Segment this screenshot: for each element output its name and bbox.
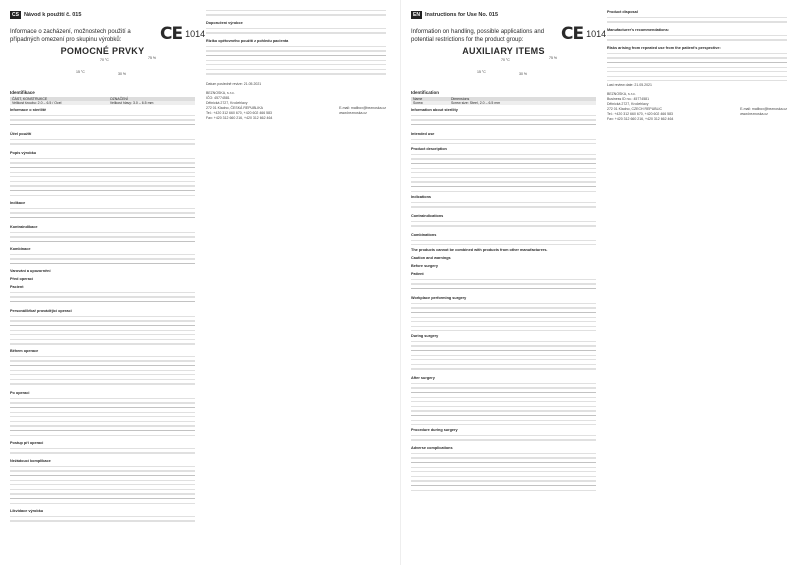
cz-combo-text: [10, 254, 195, 266]
table-cell: Dimensions: [449, 97, 596, 101]
en-disposal-text: [607, 17, 787, 25]
cz-staff-text: [10, 316, 195, 346]
ce-mark-icon: CE: [561, 24, 584, 44]
en-description-heading: Product description: [411, 147, 447, 151]
en-use-text: [411, 139, 596, 144]
en-header-title: Instructions for Use No. 015: [424, 11, 498, 18]
cz-storage-conditions: [10, 56, 195, 86]
cz-address-line: IČO: 45774581: [206, 96, 230, 100]
en-staff-text: [411, 303, 596, 331]
cz-indications-text: [10, 208, 195, 222]
en-identification-heading: Identification: [411, 90, 439, 95]
en-patient-text: [411, 279, 596, 293]
cz-product-group-title: POMOCNÉ PRVKY: [60, 46, 145, 56]
cz-hum-low: 30 %: [118, 72, 126, 76]
cz-adverse-heading: Nežádoucí komplikace: [10, 459, 51, 463]
en-staff-heading: Workplace performing surgery: [411, 296, 467, 300]
cz-description-text: [10, 158, 195, 198]
cz-identification-heading: Identifikace: [10, 90, 35, 95]
cz-pre-text: [10, 292, 195, 306]
cz-recommendation-heading: Doporučení výrobce: [206, 21, 243, 25]
en-column-1: [411, 10, 607, 560]
cz-use-text: [10, 139, 195, 148]
en-ce-marking: [561, 24, 606, 44]
en-disposal-heading: Product disposal: [607, 10, 638, 14]
en-phone: Tel.: +420 312 660 670, +420 602 466 583: [607, 112, 673, 116]
en-adverse-text: [411, 453, 596, 493]
en-address-line: Dělnická 2727, Kročehlavy: [607, 102, 649, 106]
en-risks-text: [607, 53, 787, 81]
cz-ce-marking: [160, 24, 205, 44]
cz-after-text: [10, 398, 195, 438]
cz-risk-heading: Riziko opětovného použití z pohledu pacienta: [206, 39, 289, 43]
en-combo-note: The products cannot be combined with products from other manufacturers.: [411, 248, 548, 252]
cz-manufacturer: [206, 91, 386, 121]
cz-use-heading: Účel použití: [10, 132, 32, 136]
en-during-text: [411, 341, 596, 373]
en-warnings-heading: Caution and warnings: [411, 256, 451, 260]
en-temp-min: 15 °C: [477, 70, 486, 74]
en-header: [411, 10, 596, 19]
en-product-group-title: AUXILIARY ITEMS: [462, 46, 545, 56]
en-address-line: Business ID no.: 45774581: [607, 97, 650, 101]
en-email[interactable]: E-mail: mailbox@beznoska.cz: [740, 107, 787, 111]
en-review-date: Last review date: 21.05.2021: [607, 83, 652, 87]
en-procedure-heading: Procedure during surgery: [411, 428, 458, 432]
cz-indications-heading: Indikace: [10, 201, 26, 205]
en-contact-block: [740, 107, 787, 122]
en-combo-heading: Combinations: [411, 233, 437, 237]
cz-combo-heading: Kombinace: [10, 247, 31, 251]
en-patient-heading: Patient: [411, 272, 424, 276]
cz-post-text: [10, 448, 195, 456]
cz-recommendation-text: [206, 28, 386, 36]
en-sterility-heading: Information about sterility: [411, 108, 458, 112]
cz-fax: Fax: +420 312 660 216, +420 312 662 464: [206, 116, 273, 120]
en-indications-heading: Indications: [411, 195, 432, 199]
cz-c2-text-top: [206, 10, 386, 18]
cz-address-line: Dělnická 2727, Kročehlavy: [206, 101, 248, 105]
en-risks-heading: Risks arising from repeated use from the patient's perspective:: [607, 46, 721, 50]
cz-contra-text: [10, 232, 195, 244]
en-temp-max: 70 °C: [501, 58, 510, 62]
cz-ce-number: 1014: [185, 29, 206, 39]
cz-patient-heading: Před operací: [10, 277, 34, 281]
cz-hum-high: 75 %: [148, 56, 156, 60]
en-company: BEZNOSKA, s.r.o.: [607, 92, 636, 96]
en-during-heading: During surgery: [411, 334, 439, 338]
en-identification-table: [411, 97, 596, 105]
en-address-block: [607, 92, 673, 122]
en-storage-conditions: [411, 56, 596, 86]
cz-after-heading: Po operaci: [10, 391, 30, 395]
ce-mark-icon: CE: [160, 24, 183, 44]
en-fax: Fax: +420 312 660 216, +420 312 662 464: [607, 117, 674, 121]
en-web[interactable]: www.beznoska.cz: [740, 112, 768, 116]
cz-column-1: [10, 10, 206, 560]
table-cell: Velikost hlavy: 3.0 – 6.5 mm: [108, 101, 195, 105]
en-procedure-text: [411, 435, 596, 443]
cz-during-text: [10, 356, 195, 388]
table-cell: Name: [411, 97, 449, 101]
cz-header-title: Návod k použití č. 015: [23, 11, 82, 18]
cz-disposal-text: [10, 516, 195, 524]
table-cell: Screw: [411, 101, 449, 105]
cz-phone: Tel.: +420 312 660 670, +420 602 466 583: [206, 111, 272, 115]
en-language-badge: EN: [413, 11, 420, 18]
cz-during-heading: Během operace: [10, 349, 39, 353]
cz-risk-text: [206, 46, 386, 76]
en-after-heading: After surgery: [411, 376, 435, 380]
cz-disposal-heading: Likvidace výrobku: [10, 509, 44, 513]
en-adverse-heading: Adverse complications: [411, 446, 453, 450]
cz-web[interactable]: www.beznoska.cz: [339, 111, 367, 115]
table-cell: Screw size: Steel, 2.0 – 6.5 mm: [449, 101, 596, 105]
cz-column-2: [206, 10, 386, 560]
cz-revision-date: Datum posledně revize: 21.05.2021: [206, 82, 262, 86]
cz-sterility-text: [10, 115, 195, 129]
en-indications-text: [411, 202, 596, 211]
cz-identification-table: [10, 97, 195, 105]
en-manufacturer: [607, 92, 787, 122]
cz-temp-min: 15 °C: [76, 70, 85, 74]
cz-header: [10, 10, 195, 19]
en-hum-low: 30 %: [519, 72, 527, 76]
en-description-text: [411, 154, 596, 192]
cz-language-badge: CS: [12, 11, 19, 18]
table-cell: Velikost šroubu: 2.0 – 6.5 / Ocel: [10, 101, 108, 105]
cz-intro: Informace o zacházení, možnostech použití a případných omezení pro skupinu výrobků:: [10, 29, 131, 43]
en-after-text: [411, 383, 596, 425]
english-page: [400, 0, 800, 565]
cz-warnings-heading: Varování a upozornění: [10, 269, 51, 273]
cz-adverse-text: [10, 466, 195, 506]
cz-temp-max: 70 °C: [100, 58, 109, 62]
en-ce-number: 1014: [586, 29, 607, 39]
en-recommendations-heading: Manufacturer's recommendations:: [607, 28, 670, 32]
cz-pre-heading: Pacient: [10, 285, 24, 289]
cz-staff-heading: Personál/lékař provádějící operaci: [10, 309, 72, 313]
cz-address-block: [206, 91, 272, 121]
en-intro: Information on handling, possible applications and potential restrictions for the product group:: [411, 29, 545, 43]
en-hum-high: 75 %: [549, 56, 557, 60]
cz-description-heading: Popis výrobku: [10, 151, 37, 155]
en-use-heading: Intended use: [411, 132, 435, 136]
cz-post-heading: Postup při operaci: [10, 441, 44, 445]
table-cell: ČÁST, KONSTRUKCE: [10, 97, 108, 101]
en-combo-text: [411, 240, 596, 245]
en-column-2: [607, 10, 787, 560]
cz-contact-block: [339, 106, 386, 121]
en-recommendations-text: [607, 35, 787, 43]
table-cell: OZNAČENÍ: [108, 97, 195, 101]
en-address-line: 272 01 Kladno, CZECH REPUBLIC: [607, 107, 663, 111]
cz-company: BEZNOSKA, s.r.o.: [206, 91, 235, 95]
en-contra-heading: Contraindications: [411, 214, 444, 218]
en-sterility-text: [411, 115, 596, 129]
en-before-heading: Before surgery: [411, 264, 439, 268]
cz-address-line: 272 01 Kladno, ČESKÁ REPUBLIKA: [206, 106, 264, 110]
cz-email[interactable]: E-mail: mailbox@beznoska.cz: [339, 106, 386, 110]
cz-sterility-heading: Informace o sterilitě: [10, 108, 47, 112]
en-contra-text: [411, 221, 596, 230]
cz-contra-heading: Kontraindikace: [10, 225, 38, 229]
